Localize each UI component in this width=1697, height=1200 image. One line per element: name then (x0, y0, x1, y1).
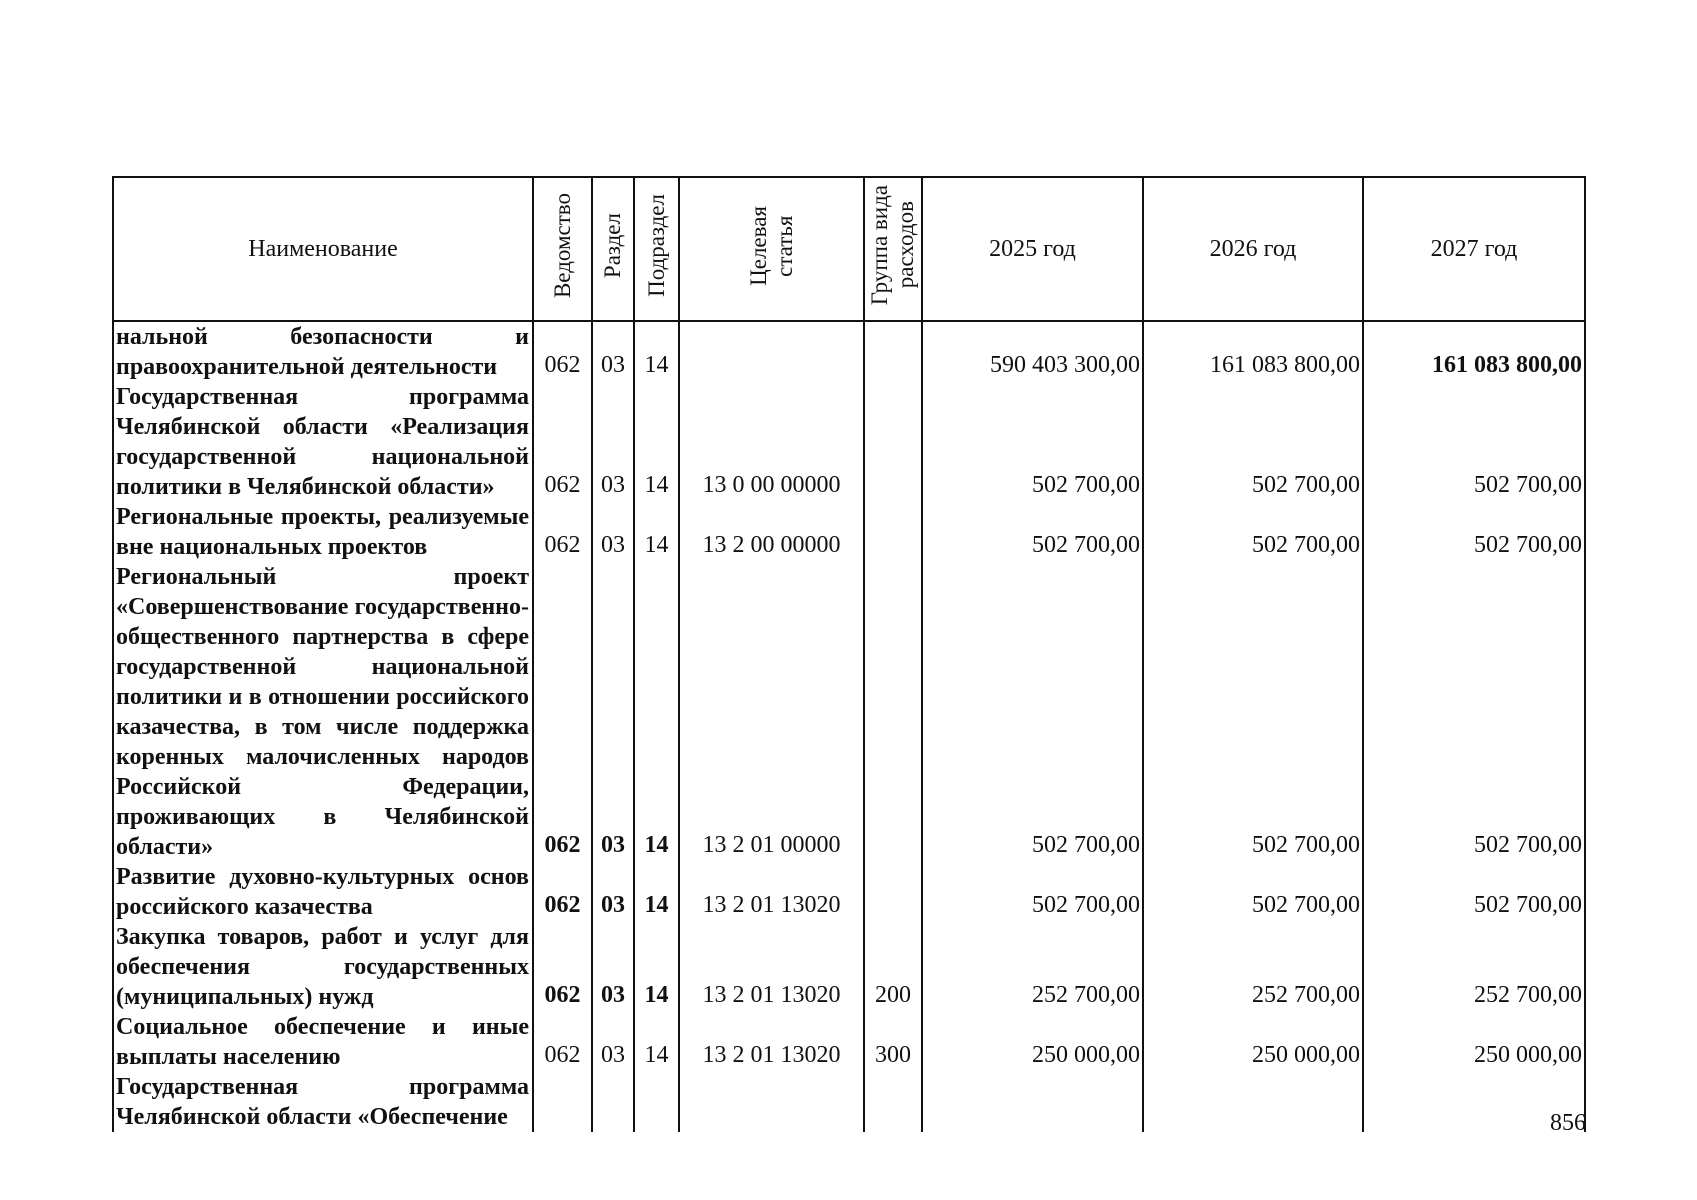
row-section (592, 1072, 634, 1132)
header-subsection-label: Подраздел (643, 194, 669, 297)
row-dept: 062 (533, 1012, 592, 1072)
row-group (864, 382, 922, 502)
header-exp-group (864, 177, 922, 321)
table-row (113, 1072, 1585, 1132)
row-section: 03 (592, 321, 634, 382)
header-subsection (634, 177, 679, 321)
row-group (864, 562, 922, 862)
row-target: 13 2 00 00000 (679, 502, 864, 562)
header-target-label: Целевая статья (745, 205, 797, 286)
row-y2026: 250 000,00 (1143, 1012, 1363, 1072)
row-section: 03 (592, 562, 634, 862)
header-year-2027: 2027 год (1363, 177, 1585, 321)
row-y2027: 502 700,00 (1363, 562, 1585, 862)
row-name: Государственная программа Челябинской области «Обеспечение (113, 1072, 533, 1132)
table-row (113, 502, 1585, 562)
row-name: Закупка товаров, работ и услуг для обеспечения государственных (муниципальных) нужд (113, 922, 533, 1012)
row-y2026: 252 700,00 (1143, 922, 1363, 1012)
table-row (113, 922, 1585, 1012)
header-dept (533, 177, 592, 321)
row-name: Региональные проекты, реализуемые вне национальных проектов (113, 502, 533, 562)
header-section (592, 177, 634, 321)
row-name: Развитие духовно-культурных основ российского казачества (113, 862, 533, 922)
row-y2027: 502 700,00 (1363, 382, 1585, 502)
header-section-label: Раздел (600, 212, 625, 279)
row-y2026: 502 700,00 (1143, 862, 1363, 922)
row-y2025: 502 700,00 (922, 502, 1143, 562)
row-target: 13 0 00 00000 (679, 382, 864, 502)
header-year-2025: 2025 год (922, 177, 1143, 321)
table-header-row (113, 177, 1585, 321)
row-subsection: 14 (634, 1012, 679, 1072)
row-target: 13 2 01 13020 (679, 862, 864, 922)
row-target: 13 2 01 13020 (679, 1012, 864, 1072)
header-year-2026: 2026 год (1143, 177, 1363, 321)
row-dept: 062 (533, 562, 592, 862)
row-y2025: 252 700,00 (922, 922, 1143, 1012)
table-row (113, 382, 1585, 502)
row-y2025: 590 403 300,00 (922, 321, 1143, 382)
row-y2027: 252 700,00 (1363, 922, 1585, 1012)
row-group (864, 862, 922, 922)
row-group (864, 321, 922, 382)
row-group: 300 (864, 1012, 922, 1072)
row-group: 200 (864, 922, 922, 1012)
row-y2026: 502 700,00 (1143, 502, 1363, 562)
row-dept: 062 (533, 502, 592, 562)
row-section: 03 (592, 862, 634, 922)
row-dept (533, 1072, 592, 1132)
row-subsection: 14 (634, 922, 679, 1012)
page-number: 856 (1550, 1110, 1586, 1136)
row-dept: 062 (533, 382, 592, 502)
row-name: Социальное обеспечение и иные выплаты населению (113, 1012, 533, 1072)
row-y2026: 502 700,00 (1143, 562, 1363, 862)
row-y2025: 502 700,00 (922, 562, 1143, 862)
header-dept-label: Ведомство (549, 192, 575, 299)
row-section: 03 (592, 382, 634, 502)
row-y2027: 250 000,00 (1363, 1012, 1585, 1072)
table-row (113, 321, 1585, 382)
row-subsection (634, 1072, 679, 1132)
row-y2027: 502 700,00 (1363, 862, 1585, 922)
row-subsection: 14 (634, 321, 679, 382)
row-subsection: 14 (634, 382, 679, 502)
row-target (679, 1072, 864, 1132)
row-y2027: 502 700,00 (1363, 502, 1585, 562)
row-target: 13 2 01 13020 (679, 922, 864, 1012)
row-name: Государственная программа Челябинской области «Реализация государственной национальной политики в Челябинской области» (113, 382, 533, 502)
row-y2026 (1143, 1072, 1363, 1132)
row-dept: 062 (533, 922, 592, 1012)
row-y2026: 161 083 800,00 (1143, 321, 1363, 382)
row-y2025: 250 000,00 (922, 1012, 1143, 1072)
row-dept: 062 (533, 321, 592, 382)
row-group (864, 502, 922, 562)
table-row (113, 862, 1585, 922)
row-subsection: 14 (634, 562, 679, 862)
row-subsection: 14 (634, 862, 679, 922)
header-name: Наименование (113, 177, 533, 321)
row-dept: 062 (533, 862, 592, 922)
row-target: 13 2 01 00000 (679, 562, 864, 862)
row-section: 03 (592, 502, 634, 562)
row-section: 03 (592, 1012, 634, 1072)
row-y2025: 502 700,00 (922, 382, 1143, 502)
row-subsection: 14 (634, 502, 679, 562)
table-row (113, 1012, 1585, 1072)
header-exp-group-label: Группа вида расходов (867, 185, 918, 306)
header-target (679, 177, 864, 321)
row-y2025 (922, 1072, 1143, 1132)
row-y2027: 161 083 800,00 (1363, 321, 1585, 382)
row-name: нальной безопасности и правоохранительной деятельности (113, 321, 533, 382)
budget-table (112, 176, 1586, 1132)
row-y2026: 502 700,00 (1143, 382, 1363, 502)
row-name: Региональный проект «Совершенствование государственно-общественного партнерства в сфере государственной национальной политики и в отношении российского казачества, в том числе поддержка коренных малочисленных народов Российской Федерации, проживающих в Челябинской области» (113, 562, 533, 862)
row-group (864, 1072, 922, 1132)
row-target (679, 321, 864, 382)
row-section: 03 (592, 922, 634, 1012)
table-row (113, 562, 1585, 862)
row-y2025: 502 700,00 (922, 862, 1143, 922)
